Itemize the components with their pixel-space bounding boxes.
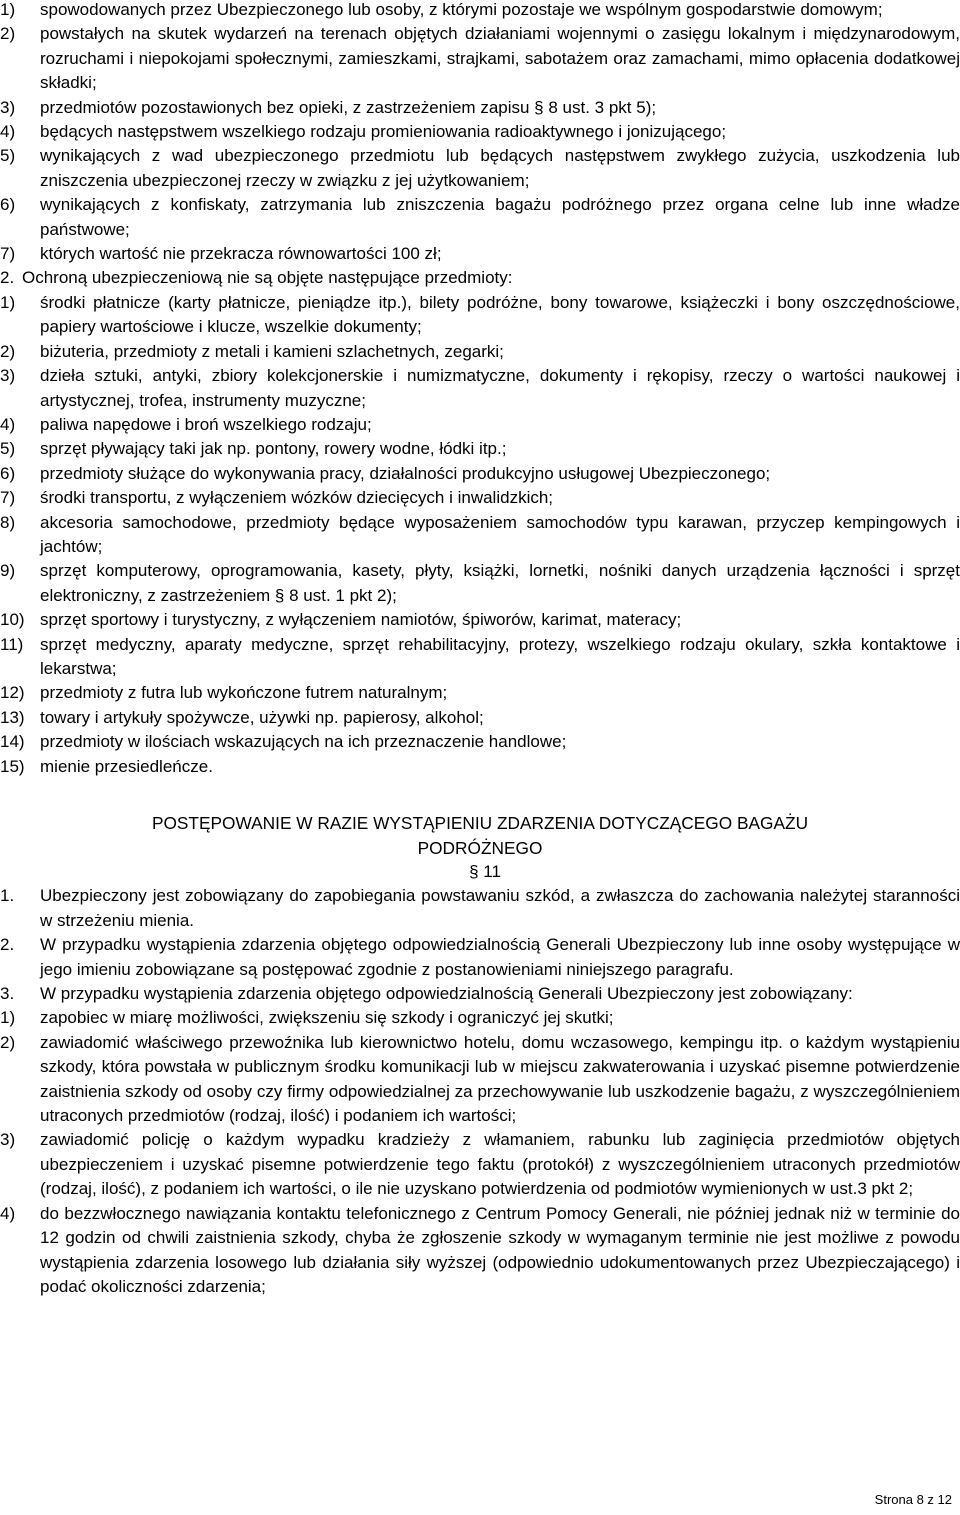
item-number: 1) (0, 292, 16, 312)
item-number: 7) (0, 488, 16, 508)
paragraph-item-number: 2. (0, 935, 15, 955)
list-item (0, 144, 960, 193)
item-text: będących następstwem wszelkiego rodzaju promieniowania radioaktywnego i jonizującego; (40, 122, 727, 142)
item-text: spowodowanych przez Ubezpieczonego lub osoby, z którymi pozostaje we wspólnym gospodarstwie domowym; (40, 0, 883, 19)
item-text: akcesoria samochodowe, przedmioty będące wyposażeniem samochodów typu karawan, przyczep kempingowych i jachtów; (40, 512, 960, 556)
page-number: Strona 8 z 12 (874, 1492, 952, 1507)
list-item (0, 755, 960, 779)
list-item (0, 193, 960, 242)
item-text: paliwa napędowe i broń wszelkiego rodzaju; (40, 414, 372, 434)
paragraph-item-number: 3. (0, 984, 15, 1004)
list-item (0, 364, 960, 413)
item-text: zawiadomić właściwego przewoźnika lub kierownictwo hotelu, domu wczasowego, kempingu itp. o każdym wystąpieniu szkody, która powstała w publicznym środku komunikacji lub w miejscu zakwaterowania i uzyskać pisemne potwierdzenie zaistnienia szkody od osoby czy firmy odpowiedzialnej za przechowywanie lub uszkodzenie bagażu, z wyszczególnieniem utraconych przedmiotów (rodzaj, ilość) i podaniem ich wartości; (40, 1032, 960, 1126)
list-item (0, 22, 960, 95)
list-item (0, 437, 960, 461)
item-number: 14) (0, 732, 25, 752)
item-number: 15) (0, 756, 25, 776)
item-text: mienie przesiedleńcze. (40, 756, 213, 776)
item-text: środki transportu, z wyłączeniem wózków dziecięcych i inwalidzkich; (40, 488, 554, 508)
item-number: 5) (0, 146, 16, 166)
item-text: sprzęt sportowy i turystyczny, z wyłączeniem namiotów, śpiworów, karimat, materacy; (40, 610, 682, 630)
list-item (0, 96, 960, 120)
paragraph-item-number: 1. (0, 886, 15, 906)
item-number: 9) (0, 561, 16, 581)
list-item (0, 291, 960, 340)
list-item (0, 486, 960, 510)
item-number: 4) (0, 1203, 16, 1223)
list-item (0, 120, 960, 144)
paragraph-item-text: W przypadku wystąpienia zdarzenia objętego odpowiedzialnością Generali Ubezpieczony jest zobowiązany: (40, 984, 853, 1004)
item-number: 1) (0, 0, 16, 19)
section-number: 2. (0, 268, 15, 288)
item-number: 11) (0, 634, 24, 654)
item-number: 6) (0, 463, 16, 483)
list-item (0, 242, 960, 266)
list-item (0, 340, 960, 364)
list-item (0, 559, 960, 608)
item-number: 3) (0, 97, 16, 117)
section-heading: POSTĘPOWANIE W RAZIE WYSTĄPIENIU ZDARZENIA DOTYCZĄCEGO BAGAŻU PODRÓŻNEGO (151, 813, 809, 858)
item-text: przedmioty służące do wykonywania pracy, działalności produkcyjno usługowej Ubezpieczonego; (40, 463, 771, 483)
exclusions-list (0, 0, 960, 266)
item-text: zapobiec w miarę możliwości, zwiększeniu się szkody i ograniczyć jej skutki; (40, 1008, 614, 1028)
list-item (0, 706, 960, 730)
item-number: 2) (0, 341, 16, 361)
item-number: 2) (0, 1032, 16, 1052)
item-text: dzieła sztuki, antyki, zbiory kolekcjonerskie i numizmatyczne, dokumenty i rękopisy, rzeczy o wartości naukowej i artystycznej, trofea, instrumenty muzyczne; (40, 366, 960, 410)
item-text: sprzęt medyczny, aparaty medyczne, sprzęt rehabilitacyjny, protezy, wszelkiego rodzaju okulary, szkła kontaktowe i lekarstwa; (40, 634, 960, 678)
list-item (0, 0, 960, 22)
item-text: powstałych na skutek wydarzeń na terenach objętych działaniami wojennymi o zasięgu lokalnym i międzynarodowym, rozruchami i niepokojami społecznymi, zamieszkami, strajkami, sabotażem oraz zamachami, mimo opłacenia dodatkowej składki; (40, 24, 960, 93)
paragraph-number: § 11 (469, 862, 501, 881)
paragraph-item (0, 933, 960, 982)
paragraph-item (0, 982, 960, 1006)
list-item (0, 633, 960, 682)
item-text: przedmioty w ilościach wskazujących na ich przeznaczenie handlowe; (40, 732, 567, 752)
list-item (0, 608, 960, 632)
list-item (0, 511, 960, 560)
item-number: 13) (0, 707, 25, 727)
list-item (0, 1128, 960, 1201)
item-number: 7) (0, 244, 16, 264)
item-text: sprzęt komputerowy, oprogramowania, kasety, płyty, książki, lornetki, nośniki danych urządzenia łączności i sprzęt elektroniczny, z zastrzeżeniem § 8 ust. 1 pkt 2); (40, 561, 960, 605)
list-item (0, 413, 960, 437)
item-number: 4) (0, 414, 16, 434)
paragraph-item-text: Ubezpieczony jest zobowiązany do zapobiegania powstawaniu szkód, a zwłaszcza do zachowania należytej staranności w strzeżeniu mienia. (40, 886, 960, 930)
item-number: 10) (0, 610, 25, 630)
item-text: wynikających z wad ubezpieczonego przedmiotu lub będących następstwem zwykłego zużycia, uszkodzenia lub zniszczenia ubezpieczonej rzeczy w związku z jej użytkowaniem; (40, 146, 960, 190)
list-item (0, 1202, 960, 1300)
obligations-list (0, 1006, 960, 1299)
paragraph-list (0, 884, 960, 1006)
item-text: do bezzwłocznego nawiązania kontaktu telefonicznego z Centrum Pomocy Generali, nie później jednak niż w terminie do 12 godzin od chwili zaistnienia szkody, chyba że zgłoszenie szkody w wymaganym terminie nie jest możliwe z powodu wystąpienia zdarzenia losowego lub działania siły wyższej (odpowiednio udokumentowanych przez Ubezpieczającego) i podać okoliczności zdarzenia; (40, 1203, 960, 1296)
item-number: 3) (0, 1130, 16, 1150)
item-text: których wartość nie przekracza równowartości 100 zł; (40, 244, 442, 264)
item-text: środki płatnicze (karty płatnicze, pieniądze itp.), bilety podróżne, bony towarowe, książeczki i bony oszczędnościowe, papiery wartościowe i klucze, wszelkie dokumenty; (40, 292, 960, 337)
section-text: Ochroną ubezpieczeniową nie są objęte następujące przedmioty: (22, 268, 513, 288)
item-number: 4) (0, 122, 16, 142)
item-number: 6) (0, 195, 16, 215)
item-number: 1) (0, 1008, 16, 1028)
section-2 (0, 266, 960, 290)
list-item (0, 681, 960, 705)
paragraph-item-text: W przypadku wystąpienia zdarzenia objętego odpowiedzialnością Generali Ubezpieczony lub inne osoby występujące w jego imieniu zobowiązane są postępować zgodnie z postanowieniami niniejszego paragrafu. (40, 935, 960, 979)
item-text: towary i artykuły spożywcze, używki np. papierosy, alkohol; (40, 707, 484, 727)
list-item (0, 730, 960, 754)
item-number: 8) (0, 512, 16, 532)
item-number: 12) (0, 683, 25, 703)
item-number: 3) (0, 366, 16, 386)
item-text: zawiadomić policję o każdym wypadku kradzieży z włamaniem, rabunku lub zaginięcia przedmiotów objętych ubezpieczeniem i uzyskać pisemne potwierdzenie tego faktu (protokół) z wyszczególnieniem utraconych przedmiotów (rodzaj, ilość), z podaniem ich wartości, o ile nie uzyskano potwierdzenia od podmiotów wymienionych w ust.3 pkt 2; (40, 1130, 960, 1199)
item-number: 5) (0, 439, 16, 459)
item-text: sprzęt pływający taki jak np. pontony, rowery wodne, łódki itp.; (40, 439, 507, 459)
paragraph-item (0, 884, 960, 933)
item-number: 2) (0, 24, 16, 44)
item-text: wynikających z konfiskaty, zatrzymania lub zniszczenia bagażu podróżnego przez organa celne lub inne władze państwowe; (40, 195, 960, 239)
list-item (0, 1031, 960, 1129)
item-text: przedmioty z futra lub wykończone futrem naturalnym; (40, 683, 448, 703)
list-item (0, 462, 960, 486)
excluded-items-list (0, 291, 960, 779)
item-text: biżuteria, przedmioty z metali i kamieni szlachetnych, zegarki; (40, 341, 504, 361)
list-item (0, 1006, 960, 1030)
item-text: przedmiotów pozostawionych bez opieki, z zastrzeżeniem zapisu § 8 ust. 3 pkt 5); (40, 97, 657, 117)
